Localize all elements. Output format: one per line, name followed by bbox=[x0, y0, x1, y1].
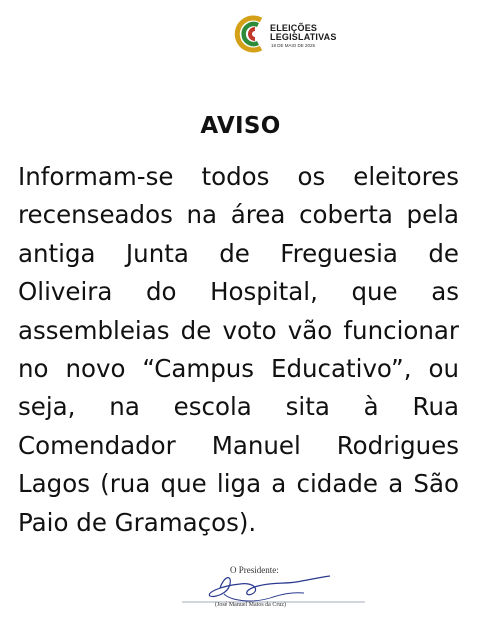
signature-label: O Presidente: bbox=[230, 565, 279, 575]
elections-logo-icon bbox=[231, 14, 269, 54]
logo-date: 18 DE MAIO DE 2025 bbox=[271, 43, 316, 48]
elections-logo bbox=[231, 14, 361, 54]
notice-body: Informam-se todos os eleitores recenseados na área coberta pela antiga Junta de Freguesia de Oliveira do Hospital, que as assembleias de voto vão funcionar no novo “Campus Educativo”, ou seja, na escola sita à Rua Comendador Manuel Rodrigues Lagos (rua que liga a cidade a São Paio de Gramaços). bbox=[18, 162, 459, 537]
notice-title: AVISO bbox=[200, 113, 281, 139]
signature-name: (José Manuel Matos da Cruz) bbox=[215, 602, 286, 608]
logo-title-line2: LEGISLATIVAS bbox=[270, 32, 337, 42]
signature-block bbox=[180, 562, 370, 618]
logo-title-line1: ELEIÇÕES bbox=[270, 23, 318, 33]
